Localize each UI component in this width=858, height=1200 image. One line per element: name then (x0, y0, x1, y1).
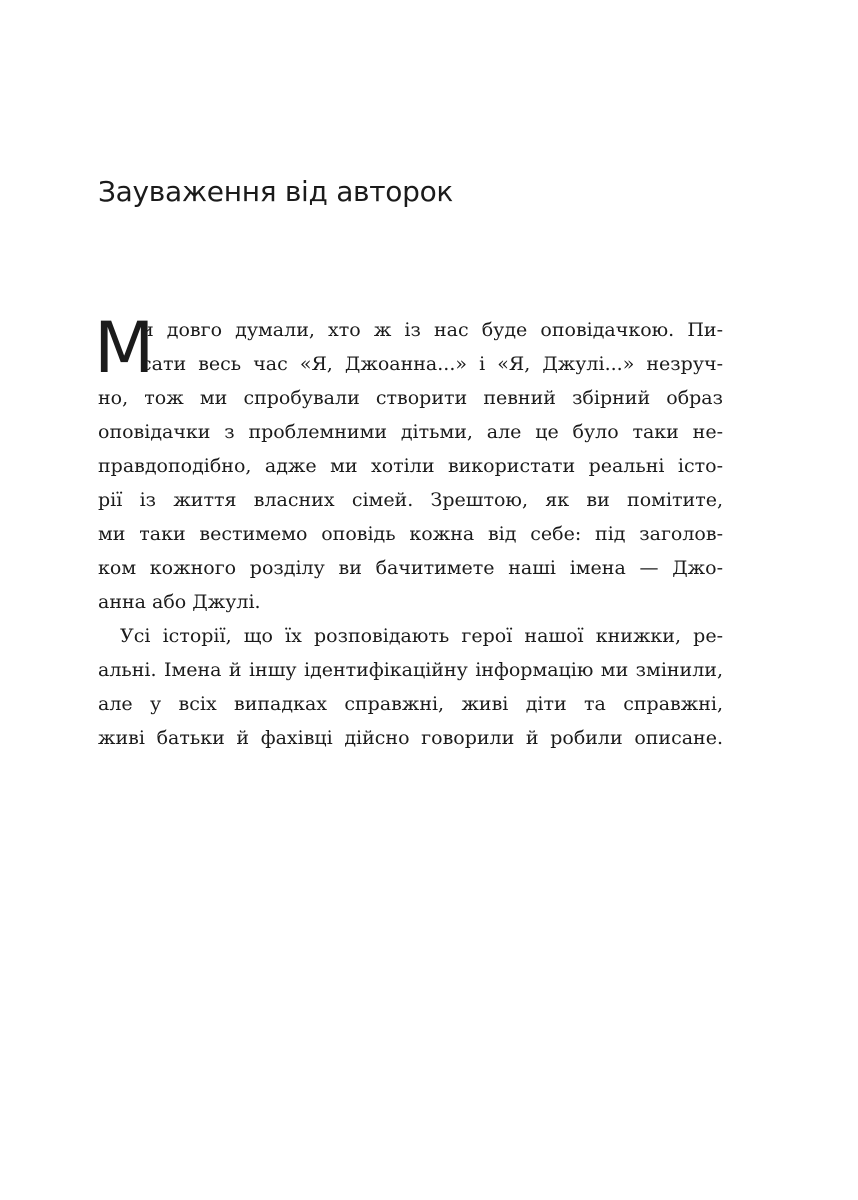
text-line: Усі історії, що їх розповідають герої нашої книжки, ре- (120, 625, 723, 647)
text-line: но, тож ми спробували створити певний збірний образ (98, 387, 723, 409)
page-title: Зауваження від авторок (98, 175, 454, 208)
text-line: живі батьки й фахівці дійсно говорили й робили описане. (98, 727, 723, 749)
paragraph-1 (94, 307, 723, 619)
body-text (94, 307, 723, 755)
text-line: и довго думали, хто ж із нас буде оповідачкою. Пи- (141, 319, 723, 341)
text-line: ми таки вестимемо оповідь кожна від себе: під заголов- (98, 523, 723, 545)
paragraph-2 (98, 619, 723, 755)
text-line: анна або Джулі. (98, 591, 261, 613)
text-line: оповідачки з проблемними дітьми, але це було таки не- (98, 421, 723, 443)
text-line: ком кожного розділу ви бачитимете наші імена — Джо- (98, 557, 723, 579)
text-line: сати весь час «Я, Джоанна...» і «Я, Джулі...» незруч- (141, 353, 723, 375)
text-line: але у всіх випадках справжні, живі діти та справжні, (98, 693, 723, 715)
text-line: правдоподібно, адже ми хотіли використати реальні істо- (98, 455, 723, 477)
text-line: рії із життя власних сімей. Зрештою, як ви помітите, (98, 489, 723, 511)
text-line: альні. Імена й іншу ідентифікаційну інформацію ми змінили, (98, 659, 723, 681)
drop-cap: М (94, 307, 153, 389)
